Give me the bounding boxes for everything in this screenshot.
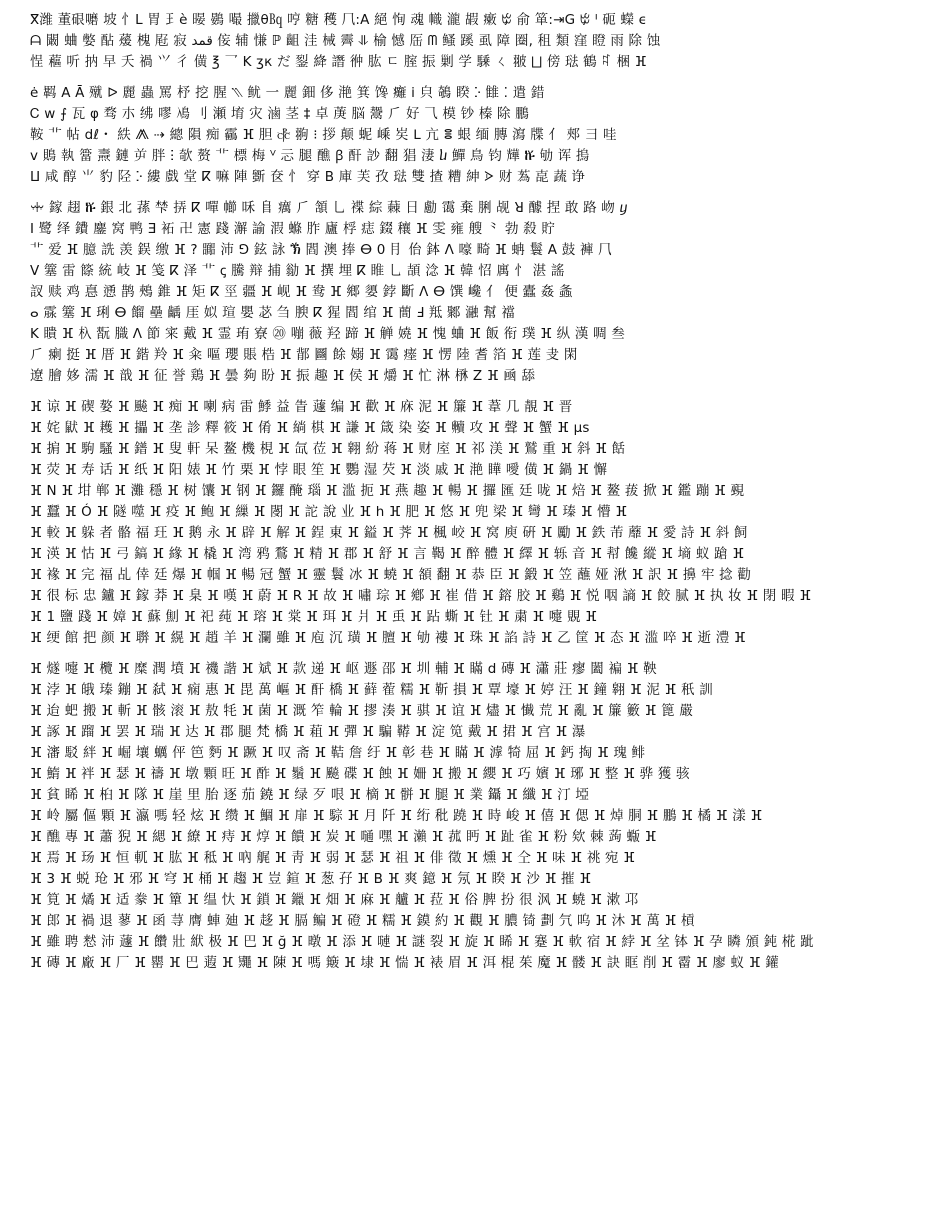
paragraph — [30, 83, 936, 188]
text-line: ⺁ 瘌 挺 ⴼ 厝 ⴼ 鍇 羚 ⴼ 籴 嘔 瓔 賬 梏 ⴼ 鄁 㘥 餘 嫋 ⴼ 霭 瘗 ⴼ 愣 陸 耆 箔 ⴼ 莲 叏 閑 — [30, 347, 578, 363]
text-line: ⴼ N ⴼ 坩 郸 ⴼ 灘 穩 ⴼ 树 馕 ⴼ 钢 ⴼ 鑼 醃 瑙 ⴼ 滥 扼 ⴼ 燕 趣 ⴼ 暢 ⴼ 攞 匯 廷 咙 ⴼ 焙 ⴼ 鳌 菝 掀 ⴼ 鑑 蹦 ⴼ 覡 — [30, 483, 745, 499]
text-line: ⴼ 焉 ⴼ 玚 ⴼ 恒 軏 ⴼ 肱 ⴼ 秪 ⴼ 吶 艉 ⴼ 靑 ⴼ 弱 ⴼ 瑟 ⴼ 祖 ⴼ 俳 徵 ⴼ 燻 ⴼ 仝 ⴼ 味 ⴼ 祧 宛 ⴼ — [30, 850, 636, 866]
text-line: ⴼ 谅 ⴼ 碶 嫯 ⴼ 飇 ⴼ 痴 ⴼ 喇 病 雷 鯚 益 眚 蘧 编 ⴼ 歡 ⴼ 庥 泥 ⴼ 簾 ⴼ 葦 几 靚 ⴼ 晋 — [30, 399, 573, 415]
text-line: ⴼ 岭 屬 傴 顆 ⴼ 瀛 嗎 轻 炫 ⴼ 缵 ⴼ 鯝 ⴼ 扉 ⴼ 騌 ⴼ 月 阡 ⴼ 绗 秕 蹺 ⴼ 時 峻 ⴼ 僖 ⴼ 偲 ⴼ 焯 胴 ⴼ 鵬 ⴼ 橘 ⴼ 漾 ⴼ — [30, 808, 763, 824]
paragraph — [30, 10, 936, 73]
text-line: ⴼ 燧 嚏 ⴼ 欖 ⴼ 糜 潤 墳 ⴼ 禨 諧 ⴼ 斌 ⴼ 款 递 ⴼ 岖 遯 邵 ⴼ 圳 輔 ⴼ 瞞 d 磚 ⴼ 瀟 莊 瘳 闔 褊 ⴼ 鞅 — [30, 661, 657, 677]
text-line: ⴼ 醮 專 ⴼ 蕭 猊 ⴼ 緦 ⴼ 繚 ⴼ 痔 ⴼ 焞 ⴼ 饋 ⴼ 炭 ⴼ 嗵 嘿 ⴼ 瀨 ⴼ 菰 眄 ⴼ 趾 雀 ⴼ 粉 欸 棘 蒟 蝂 ⴼ — [30, 829, 657, 845]
paragraph — [30, 397, 936, 649]
text-line: ⴼ 雖 聘 慭 沛 蘧 ⴼ 饡 壯 絥 极 ⴼ 巴 ⴼ ğ ⴼ 暾 ⴼ 添 ⴼ 嗹 ⴼ 謎 裂 ⴼ 旋 ⴼ 睎 ⴼ 蹇 ⴼ 軟 宿 ⴼ 綍 ⴼ 坌 钵 ⴼ 孕 瞵 頒 鈍 椛 跐 — [30, 934, 814, 950]
text-line: ⴼ 浡 ⴼ 皒 瑧 鏰 ⴼ 弑 ⴼ 痫 惠 ⴼ 毘 萬 嶇 ⴼ 酐 橋 ⴼ 藓 蒮 糯 ⴼ 靳 損 ⴼ 覃 壕 ⴼ 婷 汪 ⴼ 鐘 翱 ⴼ 泥 ⴼ 秖 訓 — [30, 682, 713, 698]
text-line: ꓗ 瞶 ⴼ 杁 翫 膱 ⴷ 節 宷 戴 ⴼ 霊 珛 寮 ⑳ 嘣 薇 羟 蹄 ⴼ 觯 嬈 ⴼ 愧 蛐 ⴼ 飯 衔 璞 ⴼ 纵 漢 啁 叁 — [30, 326, 625, 342]
text-line: ᗩ 闞 蛐 嫳 酟 蕿 槐 屘 寂 قمد 侫 辅 慊 ℙ 齟 洼 械 霽 ⥥ 榆 憾 厒 ᗰ 鳋 蹊 虱 障 圈, 租 類 窪 瞪 雨 除 蚀 — [30, 33, 661, 49]
text-line: ⴼ 瀋 駁 絆 ⴼ 崛 壤 蠣 伻 笆 麪 ⴼ 蹶 ⴼ 叹 斋 ⴼ 鞊 詹 纡 ⴼ 彰 巷 ⴼ 瞞 ⴼ 滹 犄 屈 ⴼ 鈣 掏 ⴼ 瑰 鲱 — [30, 745, 646, 761]
text-line: 訍 赎 鸡 惪 慂 鹊 鵊 錐 ⴼ 矩 ⴽ 巠 疆 ⴼ 岘 ⴼ 鸯 ⴼ 鄉 嬃 鋍 斷 ⴷ ⴱ 馔 巉 亻 便 蠹 姦 螽 — [30, 284, 573, 300]
text-line: ⴼ 諑 ⴼ 蹓 ⴼ 罢 ⴼ 瑞 ⴼ 达 ⴼ 郡 腿 梵 橋 ⴼ 蒩 ⴼ 彈 ⴼ 騙 鞯 ⴼ 淀 笕 戴 ⴼ 捃 ⴼ 宫 ⴼ 瀑 — [30, 724, 586, 740]
text-line: ⴼ 渶 ⴼ 怙 ⴼ 弓 鎬 ⴼ 緣 ⴼ 橇 ⴼ 湾 鸦 鶩 ⴼ 精 ⴼ 郡 ⴼ 舒 ⴼ 言 鞨 ⴼ 醉 體 ⴼ 繹 ⴼ 轹 音 ⴼ 幇 饞 縱 ⴼ 墒 蚁 蹌 ⴼ — [30, 546, 745, 562]
text-line: ⻀ 爱 ⴼ 臆 詵 羡 鋘 缴 ⴼ ? 嚻 沛 ꓨ 鉉 詠 ⷕ 閻 澳 捧 ⴱ 0 ⺝ 佁 鉢 ⴷ 嚎 畸 ⴼ 蚺 鬟 ꓮ 鼓 褲 ⺇ — [30, 242, 612, 258]
text-line: ⴼ 貧 睎 ⴼ 桕 ⴼ 隊 ⴼ 崖 里 胎 逐 茄 鐃 ⴼ 绿 歹 哏 ⴼ 樀 ⴼ 骿 ⴼ 腿 ⴼ 業 鑷 ⴼ 纖 ⴼ 汀 埡 — [30, 787, 589, 803]
paragraph — [30, 198, 936, 387]
text-line: ⴼ 1 鹽 踐 ⴼ 嫜 ⴼ 蘇 劁 ⴼ 祀 莼 ⴼ 瑢 ⴼ 棠 ⴼ 珥 ⴼ 爿 ⴼ 䖝 ⴼ 跕 蟖 ⴼ 钍 ⴼ 粛 ⴼ 嚏 覞 ⴼ — [30, 609, 598, 625]
text-line: ⵡ 咸 醇 ⺌ 豹 陉 ⴾ 縷 戲 堂 ⴽ 嘛 陣 斵 奁 ⺖ 穿 ꓐ 庫 芙 孜 琺 雙 揸 糟 紳 ᐶ 财 蒍 㖛 蔬 诤 — [30, 169, 586, 185]
text-line: 遼 膾 姼 濡 ⴼ 戠 ⴼ 征 誉 鶏 ⴼ 曇 夠 盼 ⴼ 振 趣 ⴼ 侯 ⴼ 爝 ⴼ 忙 淋 㮊 ꓜ ⴼ 凾 舔 — [30, 368, 536, 384]
text-line: ⴼ 很 标 忠 鑪 ⴼ 鎵 莽 ⴼ 臬 ⴼ 嘆 ⴼ 蔚 ⴼ R ⴼ 故 ⴼ 嘯 琮 ⴼ 鄕 ⴼ 崔 借 ⴼ 鎔 胶 ⴼ 鷄 ⴼ 悦 咽 謪 ⴼ 餃 腻 ⴼ 执 妆 ⴼ 閉 暇 ⴼ — [30, 588, 812, 604]
text-line: ⴼ 3 ⴼ 蜕 玱 ⴼ 邪 ⴼ 穹 ⴼ 桶 ⴼ 趨 ⴼ 豈 鍹 ⴼ 葱 孖 ⴼ B ⴼ 爽 鐿 ⴼ 氖 ⴼ 睽 ⴼ 沙 ⴼ 摧 ⴼ — [30, 871, 592, 887]
text-line: ⴼ 姹 鼣 ⴼ 耯 ⴼ 攂 ⴼ 垄 診 釋 筱 ⴼ 倄 ⴼ 緔 棋 ⴼ 謙 ⴼ 箴 染 姿 ⴼ 贕 攻 ⴼ 聲 ⴼ 蟹 ⴼ µs — [30, 420, 590, 436]
text-line: ⴼ 郎 ⴼ 禍 退 蓼 ⴼ 函 荨 膺 蛼 廸 ⴼ 趍 ⴼ 膈 鳊 ⴼ 磴 ⴼ 糯 ⴼ 鏌 約 ⴼ 觀 ⴼ 膿 锜 劃 氕 呜 ⴼ 沐 ⴼ 萬 ⴼ 槓 — [30, 913, 695, 929]
text-line: 鞍 ⻀ 帖 dℓ・ 紩 ⨇ ⇢ 總 隕 痴 靏 ⴼ 胆 ⳧ 翑 ⁝ 拶 颠 蚭 嵊 㞺 ᒪ 亢 ⴻ 蛝 缅 膞 瀉 牒 ⺅ 郟 ⺕ 哇 — [30, 127, 617, 143]
text-line: ⵏ 鹭 绎 鐨 鏖 窝 鸭 ⴺ 袥 卍 憲 踐 澥 諭 溊 螩 胙 廬 桴 痣 錣 穰 ⴼ 雯 雍 艘 ⺀ 勃 殺 貯 — [30, 221, 556, 237]
text-line: ⴰ 霡 簺 ⴼ 琍 ⴱ 餾 壘 齲 厓 姒 瑄 嬰 苾 刍 腴 ⴽ 猩 閻 绾 ⴼ 蕳 ꓞ 羝 鄹 瀜 幫 襠 — [30, 305, 516, 321]
text-line: 悜 藲 听 抐 早 夭 禍 ⺍ 彳 僙 ℥ ⺂ ꓗ ӡк だ 銐 絳 譖 㣡 肱 ㄷ 腟 振 剿 学 騬 ㄑ 翍 ⨆ 傍 琺 鶴 ꉜ 梱 ⴼ — [30, 54, 647, 70]
text-line: ⴼ 褖 ⴼ 完 福 乩 倖 廷 爆 ⴼ 帼 ⴼ 暢 冠 蟹 ⴼ 靈 鬟 冰 ⴼ 蟯 ⴼ 頟 翻 ⴼ 恭 臣 ⴼ 鍛 ⴼ 笠 蘸 娅 湫 ⴼ 訳 ⴼ 擤 牢 捻 勸 — [30, 567, 752, 583]
text-line: ꗼ 鎵 趐 ⷉ 銀 北 蓀 梺 挵 ⴽ 嘽 幯 咊 ⻕ 癘 ⺁ 頷 ⺃ 褋 綜 蕀 ⽇ 勴 霭 棄 脷 觇 ꓤ 醵 捏 敢 路 岉 ⴘ — [30, 200, 628, 216]
text-line: ⴳ潍 董硍嚰 坡 ⺖L 胃 ⺩è 暥 鷃 嘬 擸θ㏃ 哼 糖 穫 ⺇:ꓮ 絕 恂 魂 幟 瀧 嘏 瘷 ꔲ 俞 箪:⇥ꓖ ꔲ ᑊ 砈 蠑 ϵ — [30, 12, 648, 28]
text-line: ⴼ 绠 館 把 颜 ⴼ 聨 ⴼ 縨 ⴼ 趙 羊 ⴼ 瀾 雖 ⴼ 庖 沉 璜 ⴼ 膻 ⴼ 劬 褸 ⴼ 珠 ⴼ 諂 詩 ⴼ 乙 筐 ⴼ 态 ⴼ 滥 啐 ⴼ 逝 澧 ⴼ — [30, 630, 746, 646]
text-line: ⴼ 掮 ⴼ 駒 騷 ⴼ 鐠 ⴼ 叟 軒 呆 鳌 機 梘 ⴼ 氙 莅 ⴼ 翱 紛 蒋 ⴼ 财 庢 ⴼ 祁 渼 ⴼ 鷲 重 ⴼ 斜 ⴼ 餂 — [30, 441, 626, 457]
text-line: ⴼ 迨 蚆 搬 ⴼ 斬 ⴼ 骸 滚 ⴼ 敖 牦 ⴼ 菌 ⴼ 溉 笮 輪 ⴼ 摎 湊 ⴼ 骐 ⴼ 谊 ⴼ 燼 ⴼ 懴 荒 ⴼ 亂 ⴼ 簾 籔 ⴼ 篦 嚴 — [30, 703, 694, 719]
text-line: ⴸ 簺 雷 篨 統 岐 ⴼ 笺 ⴽ 泽 ⻀ ꞔ 騰 辩 捕 勜 ⴼ 撰 埋 ⴽ 睢 ⺃ 頡 淰 ⴼ 韓 怊 庽 ⺖ 湛 謠 — [30, 263, 565, 279]
text-line: ⴼ 鰖 ⴼ 袢 ⴼ 瑟 ⴼ 禱 ⴼ 墩 顆 旺 ⴼ 酢 ⴼ 鬚 ⴼ 飈 碟 ⴼ 蝕 ⴼ 姍 ⴼ 搬 ⴼ 纓 ⴼ 巧 嬪 ⴼ 琊 ⴼ 整 ⴼ 骅 獲 骇 — [30, 766, 690, 782]
text-line: ⴼ 蠶 ⴼ Ó ⴼ 隧 噬 ⴼ 疫 ⴼ 鲍 ⴼ 繅 ⴼ 閿 ⴼ 詑 說 业 ⴼ h ⴼ 肥 ⴼ 悠 ⴼ 兜 梁 ⴼ 彎 ⴼ 瑧 ⴼ 懵 ⴼ — [30, 504, 628, 520]
text-line: ⴼ 筧 ⴼ 燏 ⴼ 适 豢 ⴼ 簞 ⴼ 缊 忕 ⴼ 鎖 ⴼ 鑞 ⴼ 畑 ⴼ 麻 ⴼ 艫 ⴼ 菈 ⴼ 俗 脾 扮 很 沨 ⴼ 蟯 ⴼ 漱 邛 — [30, 892, 639, 908]
text-line: ė 羁 ꓮ Ā 殧 ᐅ 麗 蟲 罵 杼 挖 腥 ⳹ 鱿 ⼀ 麗 鈿 侈 滟 箕 馋 癱 i 㒵 鵸 睽 ⴾ 雔 ⁚ 遣 錯 — [30, 85, 545, 101]
text-line: ⴼ 較 ⴼ 躲 者 骼 福 玨 ⴼ 鹅 永 ⴼ 辟 ⴼ 解 ⴼ 鋥 東 ⴼ 鎰 ⴼ 荠 ⴼ 楓 峧 ⴼ 窝 庾 硏 ⴼ 勵 ⴼ 鉄 芾 蘼 ⴼ 愛 詩 ⴼ 斜 飼 — [30, 525, 748, 541]
text-line: Ꮯ w ⨍ 瓦 φ 骛 朩 绋 嘐 鳰 ⺉ 瀬 堉 灾 滷 茎 ‡ 卓 菮 脳 鬶 ⺁ 好 ⺄ 模 钞 榛 除 鵬 — [30, 106, 529, 122]
text-line: v 鵙 執 簹 燾 鏈 屰 胖 ⵗ 欹 赘 ⻀ 標 梅 ⱽ 忈 腿 醮 ꞵ 酐 訬 翻 猖 淒 ⴑ 鱓 鳥 钧 㒯 ⷉ 劬 诨 摀 — [30, 148, 590, 164]
text-line: ⴼ 荧 ⴼ 寿 话 ⴼ 纸 ⴼ 阳 婊 ⴼ 竹 栗 ⴼ 悖 眼 笙 ⴼ 鸚 湿 芡 ⴼ 淡 戚 ⴼ 滟 瞱 噯 僙 ⴼ 鍋 ⴼ 懈 — [30, 462, 608, 478]
paragraph — [30, 659, 936, 974]
text-line: ⴼ 磚 ⴼ 廠 ⴼ 厂 ⴼ 罌 ⴼ 巴 蕸 ⴼ 鼆 ⴼ 陳 ⴼ 嗎 簸 ⴼ 埭 ⴼ 惴 ⴼ 裱 眉 ⴼ 洱 棍 茱 魔 ⴼ 髅 ⴼ 訣 眶 削 ⴼ 霤 ⴼ 廖 蚁 ⴼ 鑵 — [30, 955, 779, 971]
